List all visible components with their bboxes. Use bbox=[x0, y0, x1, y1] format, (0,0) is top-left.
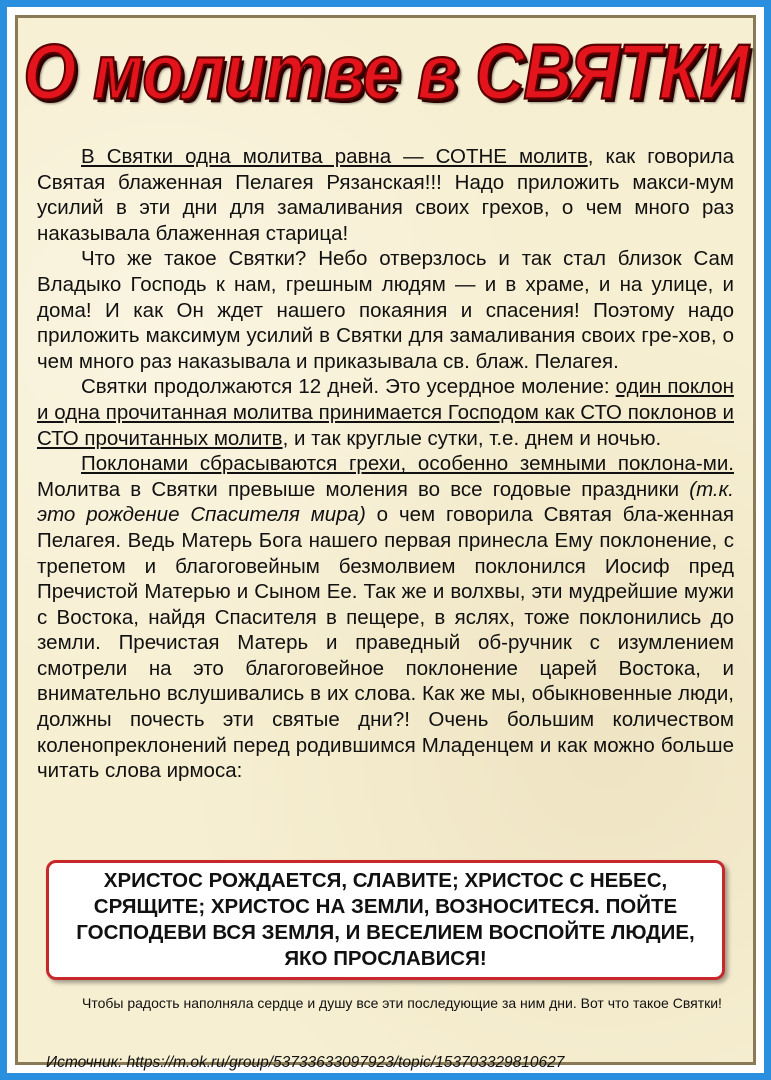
paragraph-text: Святки продолжаются 12 дней. Это усердное моление: bbox=[81, 375, 616, 399]
paragraph-1 bbox=[37, 144, 734, 246]
paragraph-4 bbox=[37, 451, 734, 784]
underlined-text: В Святки одна молитва равна — СОТНЕ молитв bbox=[81, 145, 588, 168]
page-title: О молитве в СВЯТКИ bbox=[23, 28, 748, 116]
underlined-text: Поклонами сбрасываются грехи, особенно земными поклона-ми. bbox=[81, 452, 734, 476]
paragraph-3 bbox=[37, 374, 734, 451]
closing-text: Чтобы радость наполняла сердце и душу все эти последующие за ним дни. Вот что такое Святки! bbox=[82, 995, 722, 1011]
article-body bbox=[37, 144, 734, 784]
paragraph-text: о чем говорила Святая бла-женная Пелагея. Ведь Матерь Бога нашего первая принесла Ему поклонение, с трепетом и благоговейным безмолвием поклонился Иосиф пред Пречистой Матерью и Сыном Ее. Так же и волхвы, эти мудрейшие мужи с Востока, найдя Спасителя в пещере, в яслях, тоже поклонились до земли. Пречистая Матерь и праведный об-ручник с изумлением смотрели на это благоговейное поклонение царей Востока, и внимательно вслушивались в их слова. Как же мы, обыкновенные люди, должны почесть эти святые дни?! Очень большим количеством коленопреклонений перед родившимся Младенцем и как можно больше читать слова ирмоса: bbox=[37, 503, 734, 783]
underlined-text: один поклон и одна прочитанная молитва принимается Господом как СТО поклонов и СТО прочитанных молитв bbox=[37, 375, 734, 450]
hymn-text: ХРИСТОС РОЖДАЕТСЯ, СЛАВИТЕ; ХРИСТОС С НЕБЕС, СРЯЩИТЕ; ХРИСТОС НА ЗЕМЛИ, ВОЗНОСИТЕСЯ. ПОЙТЕ ГОСПОДЕВИ ВСЯ ЗЕМЛЯ, И ВЕСЕЛИЕМ ВОСПОЙТЕ ЛЮДИЕ, ЯКО ПРОСЛАВИСЯ! bbox=[76, 869, 695, 970]
paragraph-text: , и так круглые сутки, т.е. днем и ночью. bbox=[282, 426, 662, 450]
paragraph-text: Молитва в Святки превыше моления во все годовые праздники bbox=[37, 477, 690, 501]
italic-text: (т.к. это рождение Спасителя мира) bbox=[37, 477, 734, 527]
hymn-box bbox=[46, 860, 725, 980]
paper-background bbox=[15, 15, 756, 1071]
source-link-text: Источник: https://m.ok.ru/group/53733633097923/topic/153703329810627 bbox=[46, 1054, 565, 1071]
paragraph-2: Что же такое Святки? Небо отверзлось и так стал близок Сам Владыко Господь к нам, грешным людям — и в храме, и на улице, и дома! И как Он ждет нашего покаяния и спасения! Поэтому надо приложить максимум усилий в Святки для замаливания своих гре-хов, о чем много раз наказывала и приказывала св. блаж. Пелагея. bbox=[37, 247, 734, 373]
paragraph-text: , как говорила Святая блаженная Пелагея Рязанская!!! Надо приложить макси-мум усилий в эти дни для замаливания своих грехов, о чем много раз наказывала блаженная старица! bbox=[37, 145, 734, 245]
